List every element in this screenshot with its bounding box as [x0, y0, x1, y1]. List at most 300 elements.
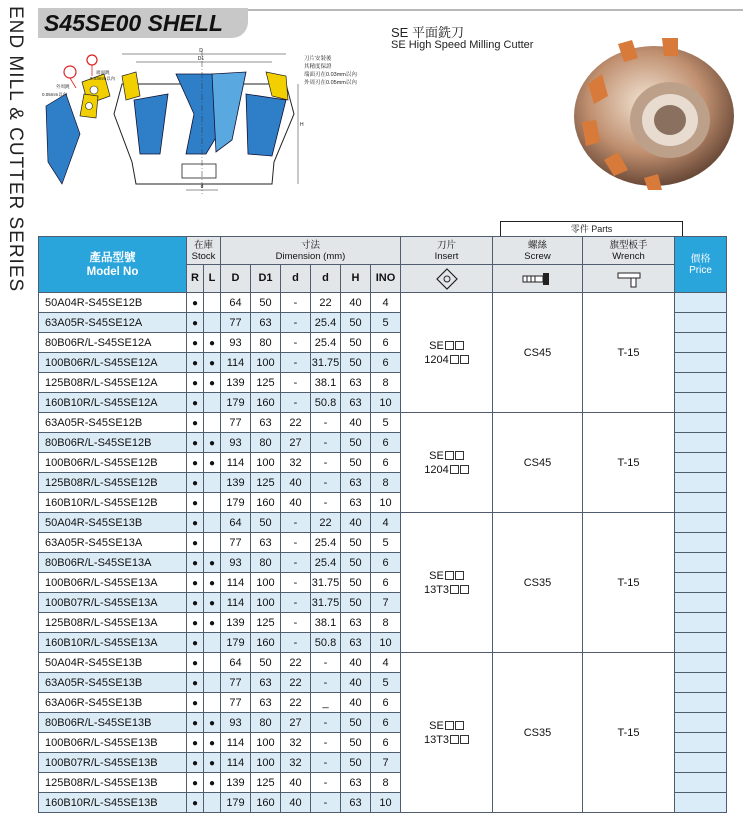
cell-D1: 50 — [251, 653, 281, 673]
cell-stock-r — [187, 673, 204, 693]
cell-stock-l — [204, 633, 221, 653]
cell-D: 114 — [221, 733, 251, 753]
blank-box — [455, 341, 464, 350]
cell-price — [675, 473, 727, 493]
stock-dot: ● — [191, 297, 199, 309]
cutter-body-outline — [114, 50, 298, 194]
cell-price — [675, 373, 727, 393]
blank-box — [450, 355, 459, 364]
cell-ino: 5 — [371, 313, 401, 333]
cell-model: 100B06R/L-S45SE13A — [39, 573, 187, 593]
th-l: L — [204, 265, 221, 293]
cell-stock-l — [204, 433, 221, 453]
cell-model: 160B10R/L-S45SE13B — [39, 793, 187, 813]
cell-D: 179 — [221, 493, 251, 513]
cell-stock-l — [204, 573, 221, 593]
insert-prefix: SE — [429, 569, 444, 582]
stock-dot: ● — [208, 357, 216, 369]
th-H: H — [341, 265, 371, 293]
cell-stock-l — [204, 513, 221, 533]
cell-H: 40 — [341, 693, 371, 713]
insert-diamond-icon — [436, 268, 458, 290]
cell-D: 77 — [221, 413, 251, 433]
cell-H: 50 — [341, 533, 371, 553]
cell-D1: 160 — [251, 633, 281, 653]
cell-stock-l — [204, 793, 221, 813]
cell-price — [675, 613, 727, 633]
cell-stock-l — [204, 653, 221, 673]
stock-dot: ● — [191, 717, 199, 729]
stock-dot: ● — [191, 537, 199, 549]
cell-d1: 40 — [281, 493, 311, 513]
cell-H: 50 — [341, 713, 371, 733]
right-note-1: 刀片安裝後 — [304, 56, 332, 62]
cell-d1: 32 — [281, 733, 311, 753]
cell-H: 50 — [341, 593, 371, 613]
insert-prefix: SE — [429, 449, 444, 462]
cell-price — [675, 393, 727, 413]
cell-price — [675, 413, 727, 433]
cell-ino: 8 — [371, 613, 401, 633]
cell-stock-l — [204, 393, 221, 413]
screw-icon — [521, 271, 555, 287]
cell-stock-l — [204, 473, 221, 493]
stock-dot: ● — [191, 497, 199, 509]
th-model — [39, 237, 187, 293]
stock-dot: ● — [191, 397, 199, 409]
cell-ino: 6 — [371, 693, 401, 713]
cell-stock-l — [204, 753, 221, 773]
cell-D: 114 — [221, 753, 251, 773]
cutter-product-photo — [558, 24, 738, 192]
cell-H: 50 — [341, 553, 371, 573]
cell-stock-r — [187, 313, 204, 333]
cell-D1: 100 — [251, 593, 281, 613]
cell-D: 114 — [221, 453, 251, 473]
cell-ino: 6 — [371, 573, 401, 593]
cell-H: 40 — [341, 513, 371, 533]
cell-d1: 32 — [281, 753, 311, 773]
stock-dot: ● — [208, 617, 216, 629]
left-note-1: 端面跳 — [96, 70, 110, 75]
stock-dot: ● — [208, 757, 216, 769]
cell-model: 63A06R-S45SE13B — [39, 693, 187, 713]
cell-D: 93 — [221, 333, 251, 353]
cell-d2: 25.4 — [311, 313, 341, 333]
cell-screw: CS45 — [493, 413, 583, 513]
cell-price — [675, 633, 727, 653]
cell-model: 125B08R/L-S45SE13B — [39, 773, 187, 793]
cell-H: 63 — [341, 773, 371, 793]
cell-D: 179 — [221, 633, 251, 653]
cell-model: 100B07R/L-S45SE13B — [39, 753, 187, 773]
cell-model: 63A05R-S45SE13B — [39, 673, 187, 693]
cell-d1: 27 — [281, 713, 311, 733]
cell-d2: - — [311, 733, 341, 753]
cell-d2: _ — [311, 693, 341, 713]
cell-d2: - — [311, 713, 341, 733]
blank-box — [445, 341, 454, 350]
cell-d2: 25.4 — [311, 553, 341, 573]
cell-D1: 100 — [251, 353, 281, 373]
cell-D1: 80 — [251, 433, 281, 453]
cell-ino: 5 — [371, 413, 401, 433]
cell-d1: - — [281, 393, 311, 413]
stock-dot: ● — [191, 617, 199, 629]
insert-size: 1204 — [424, 353, 449, 366]
stock-dot: ● — [191, 377, 199, 389]
left-note-3: 外周跳 — [56, 84, 70, 89]
cell-D: 64 — [221, 653, 251, 673]
cell-price — [675, 513, 727, 533]
stock-dot: ● — [191, 317, 199, 329]
side-series-label — [2, 6, 28, 306]
cutter-photo-body — [574, 38, 734, 190]
th-stock — [187, 237, 221, 265]
cell-ino: 6 — [371, 733, 401, 753]
cell-ino: 5 — [371, 673, 401, 693]
cell-stock-r — [187, 413, 204, 433]
th-D: D — [221, 265, 251, 293]
cell-d1: 27 — [281, 433, 311, 453]
cell-stock-l — [204, 713, 221, 733]
stock-dot: ● — [208, 737, 216, 749]
left-note-2: 0.03mm以內 — [90, 76, 116, 81]
cell-stock-r — [187, 573, 204, 593]
cell-stock-r — [187, 373, 204, 393]
cell-ino: 7 — [371, 753, 401, 773]
cell-d1: 22 — [281, 413, 311, 433]
table-row — [39, 653, 727, 673]
cell-stock-l — [204, 553, 221, 573]
th-price — [675, 237, 727, 293]
cell-D1: 63 — [251, 673, 281, 693]
cell-D: 64 — [221, 293, 251, 313]
cell-D: 114 — [221, 593, 251, 613]
cell-d1: - — [281, 333, 311, 353]
cell-D1: 125 — [251, 773, 281, 793]
cell-d1: - — [281, 373, 311, 393]
cell-stock-l — [204, 353, 221, 373]
th-model-en: Model No — [86, 265, 139, 278]
spec-table-body — [39, 293, 727, 813]
cell-wrench: T-15 — [583, 413, 675, 513]
blank-box — [460, 465, 469, 474]
cell-stock-r — [187, 753, 204, 773]
cell-d1: 22 — [281, 693, 311, 713]
cell-price — [675, 653, 727, 673]
cell-ino: 4 — [371, 653, 401, 673]
cell-stock-l — [204, 293, 221, 313]
blank-box — [460, 735, 469, 744]
cell-D1: 160 — [251, 793, 281, 813]
cell-stock-r — [187, 613, 204, 633]
cell-stock-l — [204, 593, 221, 613]
cell-d2: - — [311, 453, 341, 473]
cell-ino: 10 — [371, 633, 401, 653]
cell-price — [675, 353, 727, 373]
insert-size: 13T3 — [423, 733, 450, 746]
insert-size: 1204 — [424, 463, 449, 476]
cell-ino: 6 — [371, 713, 401, 733]
cell-D1: 63 — [251, 413, 281, 433]
cell-screw: CS35 — [493, 653, 583, 813]
cell-model: 80B06R/L-S45SE13A — [39, 553, 187, 573]
stock-dot: ● — [191, 737, 199, 749]
cell-model: 63A05R-S45SE13A — [39, 533, 187, 553]
cell-d2: 31.75 — [311, 353, 341, 373]
cell-price — [675, 773, 727, 793]
cell-screw: CS35 — [493, 513, 583, 653]
table-row — [39, 293, 727, 313]
th-d1: d — [281, 265, 311, 293]
stock-dot: ● — [191, 357, 199, 369]
cell-D: 114 — [221, 573, 251, 593]
cell-wrench: T-15 — [583, 513, 675, 653]
cell-D: 77 — [221, 693, 251, 713]
stock-dot: ● — [191, 797, 199, 809]
cell-stock-r — [187, 593, 204, 613]
th-price-cn: 價格 — [690, 253, 711, 265]
cell-price — [675, 313, 727, 333]
cell-ino: 6 — [371, 433, 401, 453]
cell-D: 77 — [221, 533, 251, 553]
stock-dot: ● — [208, 457, 216, 469]
blank-box — [455, 451, 464, 460]
table-row — [39, 413, 727, 433]
cell-stock-l — [204, 453, 221, 473]
th-wrench-cn: 旗型板手 — [609, 239, 648, 251]
cell-d1: - — [281, 553, 311, 573]
cell-H: 50 — [341, 733, 371, 753]
cell-stock-r — [187, 633, 204, 653]
cell-stock-l — [204, 493, 221, 513]
cell-ino: 8 — [371, 373, 401, 393]
cell-d1: 22 — [281, 653, 311, 673]
stock-dot: ● — [208, 437, 216, 449]
cell-model: 50A04R-S45SE13B — [39, 513, 187, 533]
stock-dot: ● — [191, 557, 199, 569]
cell-D: 139 — [221, 373, 251, 393]
cell-D1: 160 — [251, 493, 281, 513]
stock-dot: ● — [191, 657, 199, 669]
cell-d2: 38.1 — [311, 373, 341, 393]
th-model-cn: 產品型號 — [89, 251, 136, 264]
cell-d1: 22 — [281, 673, 311, 693]
cell-price — [675, 673, 727, 693]
th-screw-icon-cell — [493, 265, 583, 293]
label-d-small: d — [200, 184, 204, 190]
cell-H: 63 — [341, 473, 371, 493]
th-wrench-en: Wrench — [612, 250, 645, 262]
cell-model: 63A05R-S45SE12A — [39, 313, 187, 333]
cell-D: 77 — [221, 673, 251, 693]
label-d-big: D — [199, 48, 203, 54]
cell-d2: - — [311, 493, 341, 513]
insert-prefix: SE — [429, 719, 444, 732]
cell-d2: 22 — [311, 513, 341, 533]
right-note-4: 外周刃在0.05mm以內 — [304, 80, 357, 86]
cell-ino: 7 — [371, 593, 401, 613]
cell-D1: 50 — [251, 513, 281, 533]
cell-price — [675, 733, 727, 753]
cell-ino: 10 — [371, 493, 401, 513]
th-dim-cn: 寸法 — [300, 239, 320, 251]
th-stock-en: Stock — [191, 250, 216, 262]
cell-H: 63 — [341, 393, 371, 413]
cell-H: 63 — [341, 493, 371, 513]
cell-price — [675, 793, 727, 813]
th-screw-cn: 螺絲 — [527, 239, 547, 251]
th-insert-en: Insert — [434, 250, 459, 262]
cell-stock-r — [187, 293, 204, 313]
cell-d1: - — [281, 533, 311, 553]
cell-D: 93 — [221, 433, 251, 453]
cell-d2: 31.75 — [311, 593, 341, 613]
spec-table — [38, 236, 727, 813]
cell-d1: - — [281, 313, 311, 333]
cell-d1: - — [281, 633, 311, 653]
cell-H: 50 — [341, 313, 371, 333]
th-price-en: Price — [689, 264, 712, 276]
th-screw — [493, 237, 583, 265]
cell-stock-l — [204, 333, 221, 353]
cell-H: 40 — [341, 653, 371, 673]
cell-model: 160B10R/L-S45SE12B — [39, 493, 187, 513]
cell-price — [675, 493, 727, 513]
cell-price — [675, 553, 727, 573]
label-d1: D1 — [197, 56, 205, 62]
cell-stock-l — [204, 373, 221, 393]
blank-box — [455, 721, 464, 730]
cell-stock-r — [187, 713, 204, 733]
cell-D1: 160 — [251, 393, 281, 413]
cell-price — [675, 533, 727, 553]
cell-ino: 5 — [371, 533, 401, 553]
cell-d2: 50.8 — [311, 393, 341, 413]
cell-d2: - — [311, 413, 341, 433]
cell-stock-r — [187, 653, 204, 673]
th-stock-cn: 在庫 — [193, 239, 213, 251]
cell-H: 50 — [341, 573, 371, 593]
th-wrench-icon-cell — [583, 265, 675, 293]
th-screw-en: Screw — [524, 250, 551, 262]
stock-dot: ● — [191, 697, 199, 709]
cell-model: 125B08R/L-S45SE12B — [39, 473, 187, 493]
cell-D: 139 — [221, 473, 251, 493]
cell-stock-r — [187, 553, 204, 573]
cell-H: 40 — [341, 413, 371, 433]
th-ino: INO — [371, 265, 401, 293]
cell-stock-l — [204, 413, 221, 433]
cell-screw: CS45 — [493, 293, 583, 413]
cell-model: 160B10R/L-S45SE12A — [39, 393, 187, 413]
blank-box — [445, 571, 454, 580]
cell-stock-l — [204, 773, 221, 793]
cell-price — [675, 593, 727, 613]
product-name-cn: SE 平面銑刀 — [391, 25, 464, 40]
cell-ino: 4 — [371, 293, 401, 313]
cell-stock-r — [187, 533, 204, 553]
right-note-3: 端面刃在0.03mm以內 — [304, 72, 357, 78]
cell-H: 63 — [341, 373, 371, 393]
cell-H: 40 — [341, 293, 371, 313]
cell-D1: 63 — [251, 693, 281, 713]
stock-dot: ● — [208, 337, 216, 349]
cell-model: 100B06R/L-S45SE12A — [39, 353, 187, 373]
cell-stock-r — [187, 493, 204, 513]
right-note-2: 其精度保證 — [304, 64, 332, 70]
cell-price — [675, 453, 727, 473]
cell-d1: - — [281, 293, 311, 313]
th-dimension — [221, 237, 401, 265]
cell-stock-r — [187, 433, 204, 453]
cell-model: 63A05R-S45SE12B — [39, 413, 187, 433]
cell-stock-l — [204, 613, 221, 633]
cell-stock-r — [187, 513, 204, 533]
th-r: R — [187, 265, 204, 293]
cell-insert — [401, 293, 493, 413]
title-tab — [38, 8, 248, 38]
blank-box — [450, 735, 459, 744]
cell-D1: 100 — [251, 453, 281, 473]
stock-dot: ● — [191, 577, 199, 589]
stock-dot: ● — [208, 577, 216, 589]
cell-stock-r — [187, 473, 204, 493]
cell-model: 125B08R/L-S45SE13A — [39, 613, 187, 633]
parts-group-label: 零件 Parts — [500, 221, 683, 237]
product-name-en: SE High Speed Milling Cutter — [391, 39, 534, 51]
stock-dot: ● — [208, 377, 216, 389]
cell-stock-r — [187, 793, 204, 813]
cell-D: 77 — [221, 313, 251, 333]
cell-model: 100B06R/L-S45SE13B — [39, 733, 187, 753]
stock-dot: ● — [191, 597, 199, 609]
cell-D: 179 — [221, 793, 251, 813]
cell-D1: 80 — [251, 333, 281, 353]
cell-model: 50A04R-S45SE12B — [39, 293, 187, 313]
cell-d2: - — [311, 653, 341, 673]
cell-d2: 25.4 — [311, 333, 341, 353]
cell-d2: - — [311, 473, 341, 493]
blank-box — [460, 585, 469, 594]
cell-d1: 32 — [281, 453, 311, 473]
cell-insert — [401, 513, 493, 653]
th-insert-cn: 刀片 — [436, 239, 456, 251]
cell-d1: - — [281, 593, 311, 613]
cell-D1: 125 — [251, 613, 281, 633]
insert-prefix: SE — [429, 339, 444, 352]
cutter-technical-drawing — [36, 44, 381, 196]
cell-insert — [401, 413, 493, 513]
cell-wrench: T-15 — [583, 293, 675, 413]
stock-dot: ● — [208, 717, 216, 729]
stock-dot: ● — [191, 437, 199, 449]
cell-H: 63 — [341, 793, 371, 813]
cell-price — [675, 713, 727, 733]
cell-d1: 40 — [281, 473, 311, 493]
cell-D1: 125 — [251, 473, 281, 493]
wrench-icon — [616, 270, 642, 288]
cell-D: 64 — [221, 513, 251, 533]
cell-stock-r — [187, 733, 204, 753]
cell-d2: - — [311, 433, 341, 453]
cell-stock-l — [204, 693, 221, 713]
th-D1: D1 — [251, 265, 281, 293]
cell-wrench: T-15 — [583, 653, 675, 813]
cell-ino: 10 — [371, 393, 401, 413]
cell-d1: - — [281, 513, 311, 533]
